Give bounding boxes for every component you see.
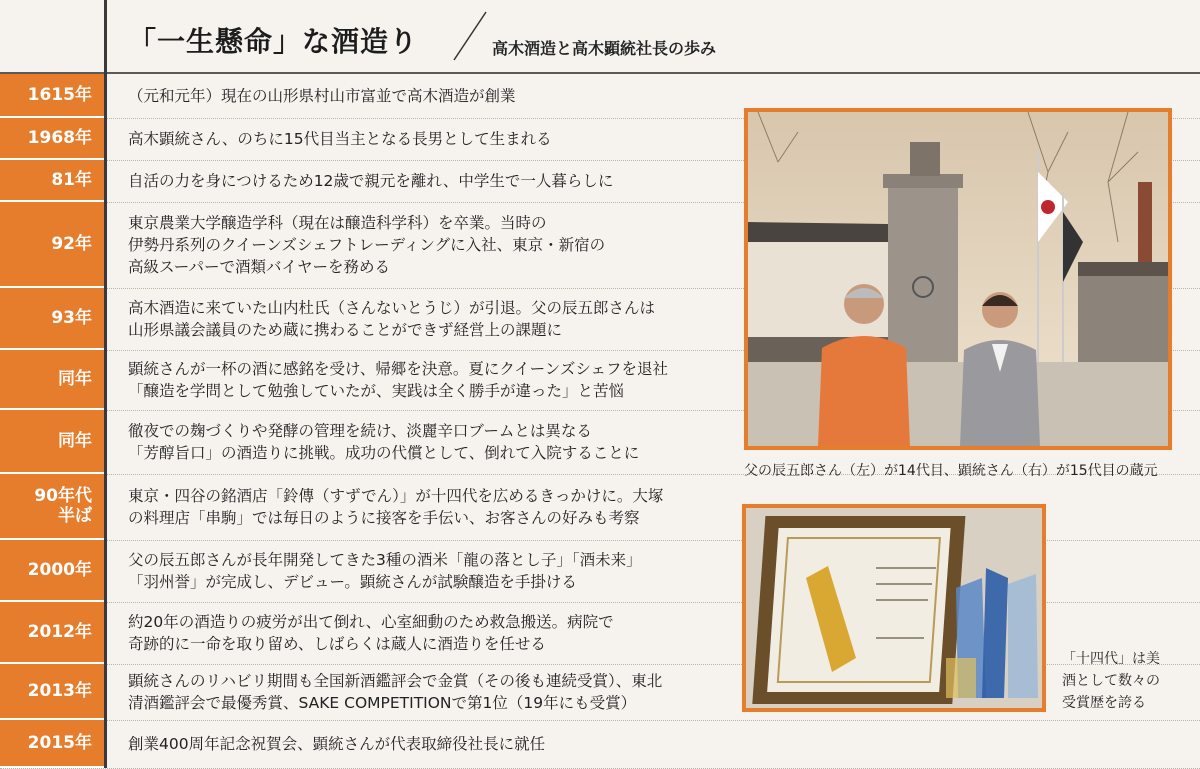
timeline-event-line: 清酒鑑評会で最優秀賞、SAKE COMPETITIONで第1位（19年にも受賞） <box>128 694 637 712</box>
timeline-year: 1615年 <box>0 74 104 118</box>
timeline-event-line: 「芳醇旨口」の酒造りに挑戦。成功の代償として、倒れて入院することに <box>128 444 640 462</box>
timeline-event <box>128 664 662 720</box>
timeline-year: 同年 <box>0 350 104 410</box>
timeline-event-line: 山形県議会議員のため蔵に携わることができず経営上の課題に <box>128 321 563 339</box>
timeline-event-line: 父の辰五郎さんが長年開発してきた3種の酒米「龍の落とし子」「酒未来」 <box>128 551 642 569</box>
header-divider <box>450 8 490 64</box>
timeline-event <box>128 288 655 350</box>
timeline-year: 2000年 <box>0 540 104 602</box>
awards-caption-line: 「十四代」は美 <box>1062 651 1160 667</box>
header-rule <box>0 72 1200 74</box>
header <box>0 0 1200 72</box>
timeline-event-line: 東京・四谷の銘酒店「鈴傳（すずでん）」が十四代を広めるきっかけに。大塚 <box>128 487 664 505</box>
timeline-year-line: 半ば <box>58 506 92 526</box>
timeline-event-line: 伊勢丹系列のクイーンズシェフトレーディングに入社、東京・新宿の <box>128 236 606 254</box>
timeline-year: 2012年 <box>0 602 104 664</box>
timeline-event-line: 東京農業大学醸造学科（現在は醸造科学科）を卒業。当時の <box>128 214 547 232</box>
timeline-event-line: 奇跡的に一命を取り留め、しばらくは蔵人に酒造りを任せる <box>128 635 546 653</box>
awards-caption-line: 酒として数々の <box>1062 673 1160 689</box>
timeline-year <box>0 474 104 540</box>
awards-caption-line: 受賞歴を誇る <box>1062 695 1146 711</box>
timeline-year-line: 90年代 <box>34 485 92 506</box>
photo-awards <box>742 504 1046 712</box>
timeline-year: 2013年 <box>0 664 104 720</box>
timeline-event-line: （元和元年）現在の山形県村山市富並で高木酒造が創業 <box>128 87 516 105</box>
timeline-event <box>128 602 614 664</box>
timeline-event-line: 自活の力を身につけるため12歳で親元を離れ、中学生で一人暮らしに <box>128 172 614 190</box>
timeline-event-line: 高木酒造に来ていた山内杜氏（さんないとうじ）が引退。父の辰五郎さんは <box>128 299 656 317</box>
timeline-year: 2015年 <box>0 720 104 768</box>
photo-awards-caption <box>1062 648 1160 714</box>
timeline-event <box>128 202 605 288</box>
timeline-event <box>128 118 552 160</box>
timeline-event <box>128 74 516 118</box>
timeline-year: 同年 <box>0 410 104 474</box>
timeline-event-line: 「醸造を学問として勉強していたが、実践は全く勝手が違った」と苦悩 <box>128 382 625 400</box>
timeline-event-line: 高木顕統さん、のちに15代目当主となる長男として生まれる <box>128 130 552 148</box>
timeline-event-line: の料理店「串駒」では毎日のように接客を手伝い、お客さんの好みも考察 <box>128 509 640 527</box>
photo-brewers-caption: 父の辰五郎さん（左）が14代目、顕統さん（右）が15代目の蔵元 <box>744 463 1158 479</box>
timeline-row <box>0 720 1200 769</box>
photo-brewers <box>744 108 1172 450</box>
timeline-event-line: 「羽州誉」が完成し、デビュー。顕統さんが試験醸造を手掛ける <box>128 573 577 591</box>
timeline-axis <box>104 0 107 768</box>
timeline-event-line: 創業400周年記念祝賀会、顕統さんが代表取締役社長に就任 <box>128 735 546 753</box>
timeline-event-line: 顕統さんが一杯の酒に感銘を受け、帰郷を決意。夏にクイーンズシェフを退社 <box>128 360 669 378</box>
timeline-event <box>128 410 639 474</box>
page-title: 「一生懸命」な酒造り <box>128 25 419 58</box>
timeline-event-line: 顕統さんのリハビリ期間も全国新酒鑑評会で金賞（その後も連続受賞）、東北 <box>128 672 663 690</box>
timeline-event-line: 約20年の酒造りの疲労が出て倒れ、心室細動のため救急搬送。病院で <box>128 613 614 631</box>
awards-illustration <box>746 508 1042 708</box>
timeline-event <box>128 474 663 540</box>
timeline-year: 93年 <box>0 288 104 350</box>
timeline-year: 81年 <box>0 160 104 202</box>
page-subtitle: 高木酒造と高木顕統社長の歩み <box>492 39 717 58</box>
timeline-event <box>128 350 668 410</box>
brewers-illustration <box>748 112 1168 446</box>
timeline-event <box>128 720 545 768</box>
timeline-event-line: 高級スーパーで酒類バイヤーを務める <box>128 258 390 276</box>
timeline-event <box>128 540 642 602</box>
timeline-event-line: 徹夜での麹づくりや発酵の管理を続け、淡麗辛口ブームとは異なる <box>128 422 592 440</box>
timeline-year: 1968年 <box>0 118 104 160</box>
timeline-year: 92年 <box>0 202 104 288</box>
timeline-event <box>128 160 613 202</box>
